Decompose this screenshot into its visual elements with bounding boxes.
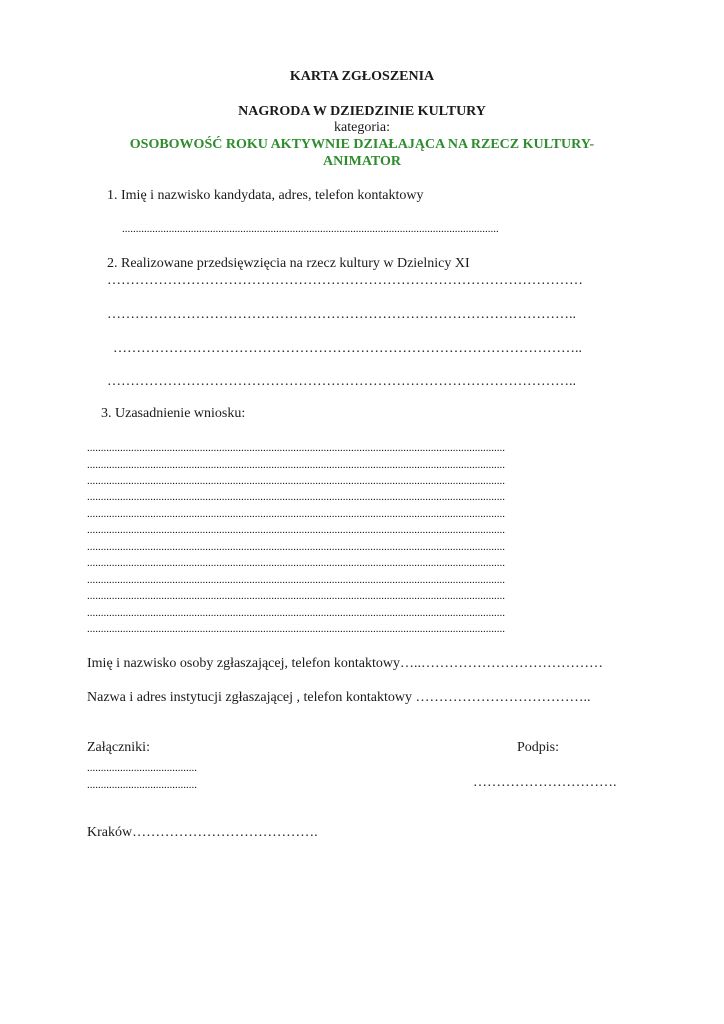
justification-line-9: ........................................................................................................................................................	[87, 574, 505, 586]
section1-label: 1. Imię i nazwisko kandydata, adres, telefon kontaktowy	[107, 188, 424, 203]
justification-line-2: ........................................................................................................................................................	[87, 459, 505, 471]
justification-line-3: ........................................................................................................................................................	[87, 475, 505, 487]
section1-fill-line: .........................................................................................................................................	[122, 223, 499, 235]
section2-label: 2. Realizowane przedsięwzięcia na rzecz kultury w Dzielnicy XI	[107, 256, 470, 271]
justification-line-11: ........................................................................................................................................................	[87, 607, 505, 619]
justification-line-12: ........................................................................................................................................................	[87, 623, 505, 635]
attachment-line-2: ........................................	[87, 779, 197, 791]
attachments-label: Załączniki:	[87, 740, 150, 755]
institution-line: Nazwa i adres instytucji zgłaszającej , telefon kontaktowy ………………………………..	[87, 690, 591, 705]
category-name-line2: ANIMATOR	[322, 154, 402, 169]
justification-line-5: ........................................................................................................................................................	[87, 508, 505, 520]
justification-line-4: ........................................................................................................................................................	[87, 491, 505, 503]
category-label: kategoria:	[334, 120, 390, 135]
section2-fill-line-2: ………………………………………………………………………………………..	[107, 307, 576, 322]
justification-line-10: ........................................................................................................................................................	[87, 590, 505, 602]
section2-fill-line-4: ………………………………………………………………………………………..	[107, 374, 576, 389]
submitter-name-line: Imię i nazwisko osoby zgłaszającej, telefon kontaktowy…..…………………………………	[87, 656, 603, 671]
justification-line-7: ........................................................................................................................................................	[87, 541, 505, 553]
signature-line: ………………………….	[473, 775, 617, 790]
form-title: KARTA ZGŁOSZENIA	[289, 69, 435, 84]
justification-line-6: ........................................................................................................................................................	[87, 524, 505, 536]
place-date-line: Kraków………………………………….	[87, 825, 318, 840]
section2-fill-line-3: ………………………………………………………………………………………..	[113, 341, 582, 356]
section2-fill-line-1: …………………………………………………………………………………………	[107, 273, 583, 288]
signature-label: Podpis:	[517, 740, 560, 755]
section3-label: 3. Uzasadnienie wniosku:	[101, 406, 246, 421]
justification-line-1: ........................................................................................................................................................	[87, 442, 505, 454]
category-name-line1: OSOBOWOŚĆ ROKU AKTYWNIE DZIAŁAJĄCA NA RZECZ KULTURY-	[129, 137, 595, 152]
award-title: NAGRODA W DZIEDZINIE KULTURY	[238, 104, 486, 119]
attachment-line-1: ........................................	[87, 762, 197, 774]
justification-line-8: ........................................................................................................................................................	[87, 557, 505, 569]
